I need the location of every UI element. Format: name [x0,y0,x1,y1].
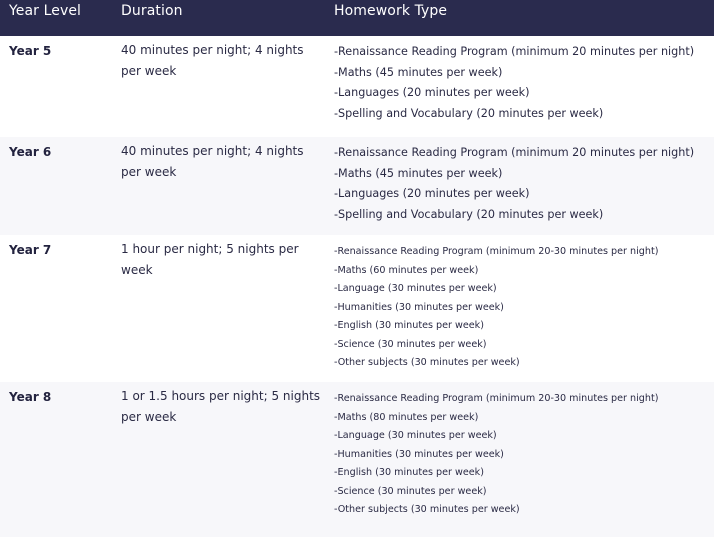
homework-type-cell [334,42,694,124]
header-duration: Duration [121,3,183,19]
header-homework-type: Homework Type [334,3,448,19]
duration-cell: 1 or 1.5 hours per night; 5 nights per week [121,389,321,424]
duration-cell: 40 minutes per night; 4 nights per week [121,43,304,78]
homework-item: -Language (30 minutes per week) [334,430,497,441]
homework-type-cell [334,143,694,225]
duration-cell: 40 minutes per night; 4 nights per week [121,144,304,179]
homework-item: -Renaissance Reading Program (minimum 20-30 minutes per night) [334,393,659,404]
homework-item: -Languages (20 minutes per week) [334,86,530,99]
homework-item: -Other subjects (30 minutes per week) [334,357,520,368]
duration-cell: 1 hour per night; 5 nights per week [121,242,299,277]
year-level-cell: Year 5 [9,44,52,58]
homework-item: -Humanities (30 minutes per week) [334,301,504,313]
homework-item: -Languages (20 minutes per week) [334,187,530,200]
homework-item: -English (30 minutes per week) [334,467,484,478]
homework-item: -Renaissance Reading Program (minimum 20 minutes per night) [334,146,695,159]
table-header [0,0,714,36]
homework-type-cell [334,390,658,520]
homework-item: -Language (30 minutes per week) [334,283,497,294]
homework-item: -Spelling and Vocabulary (20 minutes per week) [334,207,604,221]
homework-item: -Maths (45 minutes per week) [334,166,503,180]
homework-item: -Maths (80 minutes per week) [334,411,479,423]
homework-list [334,143,694,225]
year-level-cell: Year 8 [9,390,52,404]
homework-list [334,42,694,124]
homework-item: -Maths (60 minutes per week) [334,264,479,276]
homework-list [334,243,658,373]
homework-type-cell [334,243,658,373]
homework-item: -Humanities (30 minutes per week) [334,448,504,460]
homework-list [334,390,658,520]
homework-item: -Maths (45 minutes per week) [334,65,503,79]
year-level-cell: Year 6 [9,145,52,159]
header-year-level: Year Level [9,3,82,19]
table-row [0,36,714,137]
homework-item: -Renaissance Reading Program (minimum 20-30 minutes per night) [334,246,659,257]
homework-item: -Other subjects (30 minutes per week) [334,504,520,515]
homework-item: -Science (30 minutes per week) [334,485,487,497]
homework-item: -Renaissance Reading Program (minimum 20 minutes per night) [334,45,695,58]
homework-item: -Science (30 minutes per week) [334,338,487,350]
homework-item: -English (30 minutes per week) [334,320,484,331]
table-row [0,382,714,537]
homework-item: -Spelling and Vocabulary (20 minutes per week) [334,106,604,120]
table-row [0,235,714,382]
year-level-cell: Year 7 [9,243,52,257]
table-row [0,137,714,235]
